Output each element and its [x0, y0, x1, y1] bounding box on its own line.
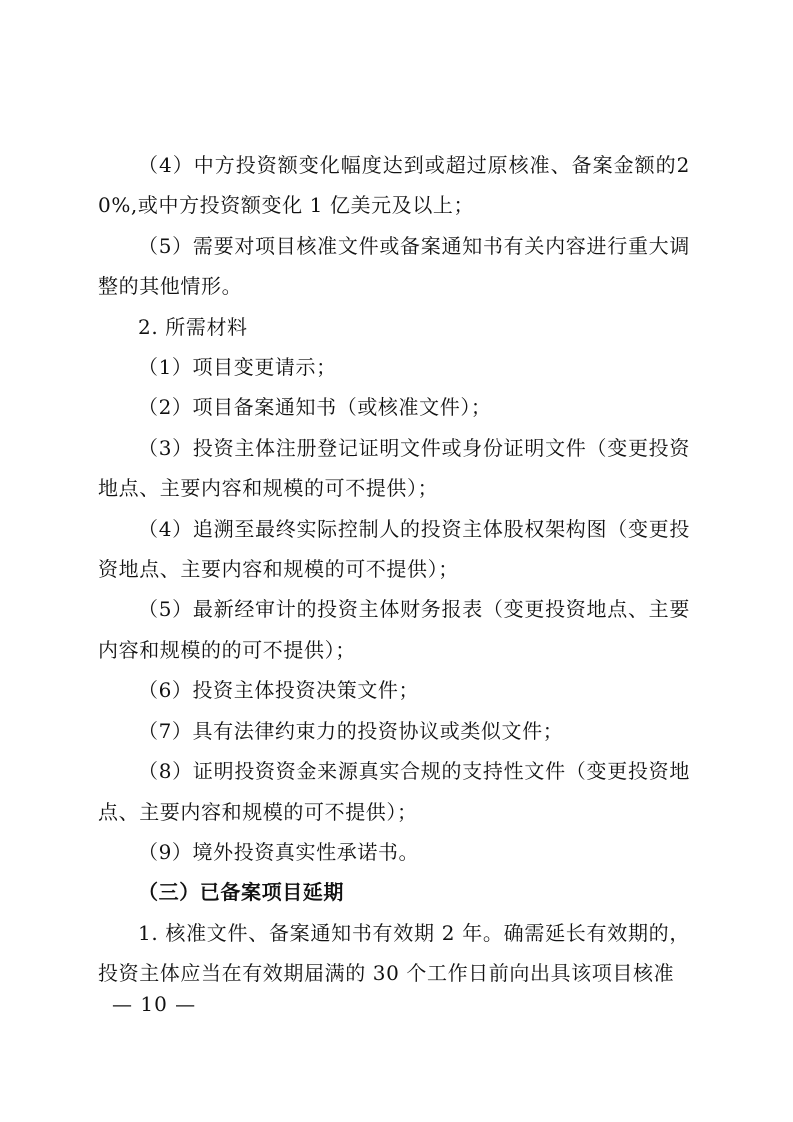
paragraph-material-5: （5）最新经审计的投资主体财务报表（变更投资地点、主要内容和规模的的可不提供）； [98, 597, 690, 662]
paragraph-extension-1: 1. 核准文件、备案通知书有效期 2 年。确需延长有效期的，投资主体应当在有效期届满的 30 个工作日前向出具该项目核准 [98, 920, 690, 986]
paragraph-material-1: （1）项目变更请示； [138, 355, 337, 380]
paragraph-material-8: （8）证明投资资金来源真实合规的支持性文件（变更投资地点、主要内容和规模的可不提供）； [98, 759, 690, 824]
paragraph-material-9: （9）境外投资真实性承诺书。 [138, 839, 420, 864]
paragraph-material-4: （4）追溯至最终实际控制人的投资主体股权架构图（变更投资地点、主要内容和规模的可不提供）； [98, 516, 690, 582]
paragraph-condition-5: （5）需要对项目核准文件或备案通知书有关内容进行重大调整的其他情形。 [98, 233, 690, 299]
paragraph-material-7: （7）具有法律约束力的投资协议或类似文件； [138, 718, 564, 743]
paragraph-material-6: （6）投资主体投资决策文件； [138, 678, 420, 703]
paragraph-condition-4: （4）中方投资额变化幅度达到或超过原核准、备案金额的20%,或中方投资额变化 1 亿美元及以上； [98, 153, 690, 218]
section-heading-project-extension: （三）已备案项目延期 [138, 880, 344, 905]
body-text [98, 145, 690, 994]
paragraph-material-3: （3）投资主体注册登记证明文件或身份证明文件（变更投资地点、主要内容和规模的可不提供）； [98, 435, 690, 501]
section-required-materials: 2. 所需材料 [138, 314, 248, 339]
paragraph-material-2: （2）项目备案通知书（或核准文件）； [138, 395, 492, 420]
page-number: — 10 — [112, 992, 197, 1016]
